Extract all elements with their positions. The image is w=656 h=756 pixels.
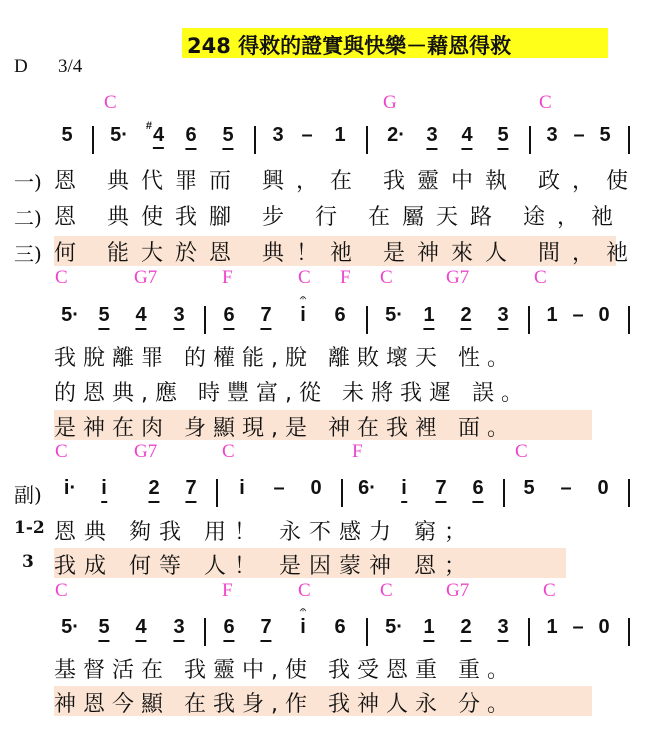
chord: C	[298, 267, 311, 288]
verse-label: 一)	[14, 170, 42, 194]
note: 5·	[385, 304, 403, 326]
note: 6·	[358, 477, 376, 499]
note: 2	[148, 477, 159, 503]
chord: F	[340, 267, 351, 288]
chord: G	[383, 92, 397, 113]
notation-row	[0, 118, 656, 158]
lyric-line: 基督活在 我靈中,使 我受恩重 重。	[54, 658, 516, 683]
note: 7	[435, 477, 446, 503]
chord: C	[534, 267, 547, 288]
barline	[204, 618, 206, 646]
note: 6	[223, 616, 234, 642]
lyric-line: 恩典 夠我 用！ 永不感力 窮；	[54, 520, 474, 545]
refrain-label: 副)	[14, 483, 42, 507]
chord: C	[298, 580, 311, 601]
note: 4	[461, 124, 472, 150]
note: 1	[334, 124, 346, 146]
note: –	[273, 477, 285, 499]
note: 1	[546, 304, 558, 326]
key-signature: D	[14, 56, 28, 77]
barline	[628, 306, 630, 334]
notation-row	[0, 471, 656, 511]
note: 5	[222, 124, 233, 150]
note: –	[573, 124, 585, 146]
note: 3	[272, 124, 284, 146]
lyric-line: 何 能大於恩 典！祂 是神來人 間，祂	[54, 241, 640, 266]
barline	[628, 618, 630, 646]
lyric-line: 神恩今顯 在我身,作 我神人永 分。	[54, 692, 516, 717]
lyric-line: 我脫離罪 的權能,脫 離敗壞天 性。	[54, 346, 516, 371]
lyric-line: 恩 典使我腳 步 行 在屬天路 途，祂	[54, 205, 625, 230]
note: i	[239, 477, 245, 499]
chord: C	[104, 92, 117, 113]
note: 2·	[387, 124, 405, 146]
note: 7	[260, 616, 271, 642]
chord: F	[352, 441, 363, 462]
lyric-line: 是神在肉 身顯現,是 神在我裡 面。	[54, 416, 516, 441]
note: 7	[185, 477, 196, 503]
note: 3	[426, 124, 437, 150]
lyric-line: 恩 典代罪而 興，在 我靈中執 政，使	[54, 169, 640, 194]
note: 2	[460, 304, 471, 330]
note: –	[572, 304, 584, 326]
notation-row	[0, 605, 656, 650]
note: 1	[423, 304, 434, 330]
chord: G7	[446, 580, 470, 601]
note: 6	[223, 304, 234, 330]
chord: G7	[134, 267, 158, 288]
note: 5	[599, 124, 611, 146]
note: 4	[135, 304, 146, 330]
note: 0	[598, 304, 610, 326]
lyric-line: 我成 何等 人！ 是因蒙神 恩；	[54, 554, 474, 579]
note: 6	[185, 124, 196, 150]
lyric-line: 的恩典,應 時豐富,從 未將我遲 誤。	[54, 381, 530, 406]
note: 0	[597, 477, 609, 499]
note: 1	[546, 616, 558, 638]
barline	[628, 479, 630, 507]
note: 2	[460, 616, 471, 642]
chord: C	[55, 441, 68, 462]
chord: C	[55, 267, 68, 288]
barline	[366, 126, 368, 154]
verse-label: 3	[22, 552, 34, 572]
note: 5·	[110, 124, 128, 146]
verse-label: 1-2	[14, 518, 45, 538]
note: 5	[98, 616, 109, 642]
note: 0	[310, 477, 322, 499]
note: 5·	[385, 616, 403, 638]
note: 3	[546, 124, 558, 146]
note: 6	[334, 616, 346, 638]
note: 𝄐 i	[300, 605, 306, 638]
note: 3	[497, 616, 508, 642]
note: 5	[98, 304, 109, 330]
note: 5·	[61, 616, 79, 638]
note: 3	[497, 304, 508, 330]
barline	[528, 306, 530, 334]
chord: F	[222, 580, 233, 601]
note: –	[560, 477, 572, 499]
barline	[628, 126, 630, 154]
chord: G7	[446, 267, 470, 288]
barline	[254, 126, 256, 154]
chord: C	[543, 580, 556, 601]
barline	[366, 306, 368, 334]
note: 4	[135, 616, 146, 642]
chord: C	[380, 580, 393, 601]
note: #4	[146, 124, 164, 147]
chord: C	[222, 441, 235, 462]
note: –	[301, 124, 313, 146]
note: 7	[260, 304, 271, 330]
barline	[204, 306, 206, 334]
chord: C	[539, 92, 552, 113]
note: 5	[497, 124, 508, 150]
note: 1	[423, 616, 434, 642]
chord: G7	[134, 441, 158, 462]
barline	[216, 479, 218, 507]
note: 0	[598, 616, 610, 638]
note: i·	[63, 477, 77, 499]
barline	[92, 126, 94, 154]
barline	[528, 618, 530, 646]
note: –	[572, 616, 584, 638]
chord: C	[55, 580, 68, 601]
barline	[366, 618, 368, 646]
note: 3	[173, 304, 184, 330]
note: 5·	[61, 304, 79, 326]
chord: C	[515, 441, 528, 462]
barline	[503, 479, 505, 507]
note: 3	[173, 616, 184, 642]
note: 5	[61, 124, 73, 146]
barline	[341, 479, 343, 507]
note: 6	[472, 477, 483, 503]
verse-label: 二)	[14, 206, 42, 230]
chord: F	[222, 267, 233, 288]
note: 5	[523, 477, 535, 499]
barline	[529, 126, 531, 154]
note: i	[401, 477, 407, 503]
notation-row	[0, 293, 656, 338]
hymn-title: 248 得救的證實與快樂－藉恩得救	[187, 34, 512, 58]
chord: C	[380, 267, 393, 288]
note: 𝄐 i	[300, 293, 306, 326]
time-signature: 3/4	[58, 56, 83, 77]
note: i	[101, 477, 107, 503]
note: 6	[334, 304, 346, 326]
verse-label: 三)	[14, 242, 42, 266]
